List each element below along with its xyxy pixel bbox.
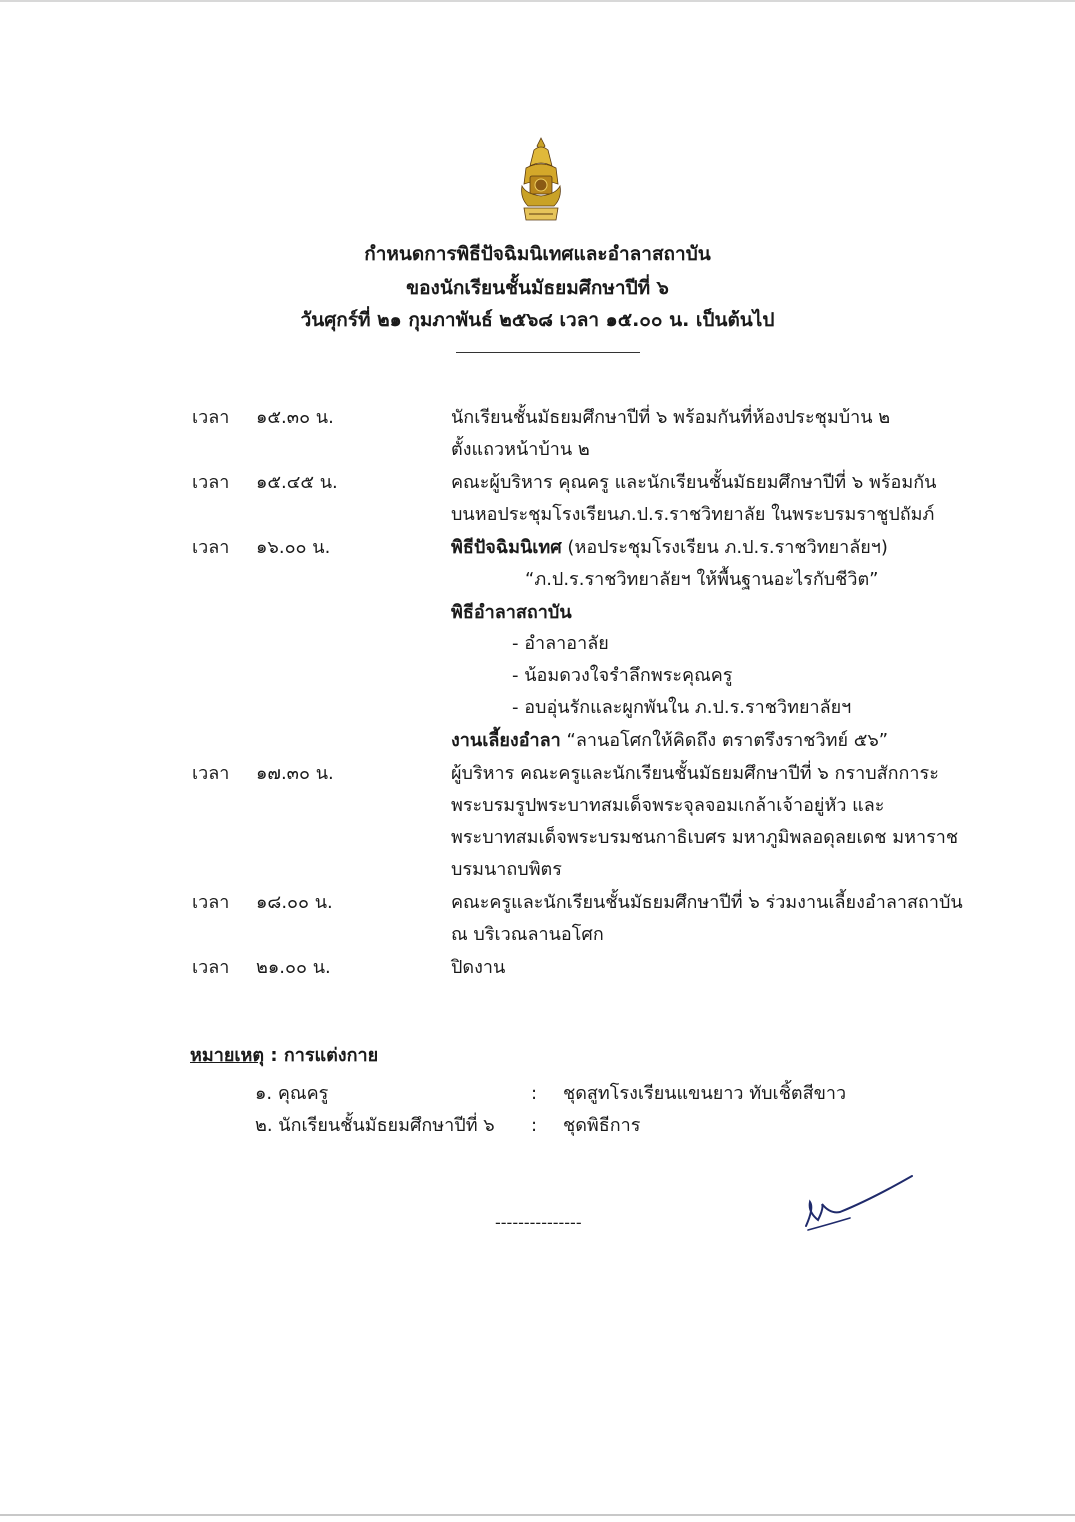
ceremony-theme: “ภ.ป.ร.ราชวิทยาลัยฯ ให้พื้นฐานอะไรกับชีวิต” bbox=[525, 569, 879, 590]
time-label: เวลา bbox=[192, 763, 230, 784]
list-item: - น้อมดวงใจรำลึกพระคุณครู bbox=[512, 665, 733, 686]
schedule-text: พระบาทสมเด็จพระบรมชนกาธิเบศร มหาภูมิพลอดุลยเดช มหาราช bbox=[451, 827, 959, 848]
dress-code-item: ๑. คุณครู bbox=[255, 1083, 329, 1104]
schedule-text: ปิดงาน bbox=[451, 957, 506, 978]
list-item: - อำลาอาลัย bbox=[512, 633, 609, 654]
dress-code-item: ๒. นักเรียนชั้นมัธยมศึกษาปีที่ ๖ bbox=[255, 1115, 495, 1136]
scan-edge-top bbox=[0, 0, 1075, 2]
schedule-text: บนหอประชุมโรงเรียนภ.ป.ร.ราชวิทยาลัย ในพระบรมราชูปถัมภ์ bbox=[451, 504, 935, 525]
time-label: เวลา bbox=[192, 892, 230, 913]
time-value: ๑๕.๓๐ น. bbox=[256, 407, 334, 428]
ceremony-line bbox=[451, 532, 888, 564]
school-emblem-icon bbox=[516, 136, 566, 226]
time-value: ๑๗.๓๐ น. bbox=[256, 763, 334, 784]
dress-code-value: ชุดพิธีการ bbox=[563, 1115, 641, 1136]
time-value: ๑๘.๐๐ น. bbox=[256, 892, 333, 913]
dress-code-colon: : bbox=[531, 1115, 538, 1136]
list-item: - อบอุ่นรักและผูกพันใน ภ.ป.ร.ราชวิทยาลัยฯ bbox=[512, 697, 852, 718]
scan-edge-bottom bbox=[0, 1514, 1075, 1516]
title-divider bbox=[456, 352, 640, 353]
party-title: งานเลี้ยงอำลา bbox=[451, 730, 561, 751]
note-separator: : bbox=[264, 1045, 284, 1066]
time-label: เวลา bbox=[192, 957, 230, 978]
schedule-text: ผู้บริหาร คณะครูและนักเรียนชั้นมัธยมศึกษาปีที่ ๖ กราบสักการะ bbox=[451, 763, 939, 784]
dress-code-value: ชุดสูทโรงเรียนแขนยาว ทับเชิ้ตสีขาว bbox=[563, 1083, 847, 1104]
time-value: ๑๖.๐๐ น. bbox=[256, 537, 331, 558]
schedule-text: นักเรียนชั้นมัธยมศึกษาปีที่ ๖ พร้อมกันที่ห้องประชุมบ้าน ๒ bbox=[451, 407, 891, 428]
ceremony-title: พิธีปัจฉิมนิเทศ bbox=[451, 537, 562, 558]
schedule-text: คณะผู้บริหาร คุณครู และนักเรียนชั้นมัธยมศึกษาปีที่ ๖ พร้อมกัน bbox=[451, 472, 937, 493]
time-label: เวลา bbox=[192, 472, 230, 493]
party-line bbox=[451, 725, 888, 757]
page-title-line-3: วันศุกร์ที่ ๒๑ กุมภาพันธ์ ๒๕๖๘ เวลา ๑๕.๐๐ น. เป็นต้นไป bbox=[300, 309, 775, 331]
ceremony-title: พิธีอำลาสถาบัน bbox=[451, 602, 572, 623]
schedule-text: บรมนาถบพิตร bbox=[451, 859, 562, 880]
time-value: ๒๑.๐๐ น. bbox=[256, 957, 331, 978]
signature-icon bbox=[800, 1168, 916, 1234]
page-title-line-1: กำหนดการพิธีปัจฉิมนิเทศและอำลาสถาบัน bbox=[364, 243, 711, 265]
page-title-line-2: ของนักเรียนชั้นมัธยมศึกษาปีที่ ๖ bbox=[406, 277, 669, 299]
schedule-text: ณ บริเวณลานอโศก bbox=[451, 924, 604, 945]
note-topic: การแต่งกาย bbox=[283, 1045, 379, 1066]
end-marker: --------------- bbox=[495, 1213, 582, 1232]
schedule-text: พระบรมรูปพระบาทสมเด็จพระจุลจอมเกล้าเจ้าอยู่หัว และ bbox=[451, 795, 885, 816]
time-label: เวลา bbox=[192, 407, 230, 428]
party-theme: “ลานอโศกให้คิดถึง ตราตรึงราชวิทย์ ๕๖” bbox=[560, 730, 889, 751]
note-heading bbox=[190, 1040, 378, 1072]
dress-code-colon: : bbox=[531, 1083, 538, 1104]
schedule-text: คณะครูและนักเรียนชั้นมัธยมศึกษาปีที่ ๖ ร่วมงานเลี้ยงอำลาสถาบัน bbox=[451, 892, 963, 913]
note-label: หมายเหตุ bbox=[190, 1045, 265, 1066]
ceremony-venue: (หอประชุมโรงเรียน ภ.ป.ร.ราชวิทยาลัยฯ) bbox=[561, 537, 888, 558]
time-label: เวลา bbox=[192, 537, 230, 558]
time-value: ๑๕.๔๕ น. bbox=[256, 472, 338, 493]
schedule-text: ตั้งแถวหน้าบ้าน ๒ bbox=[451, 439, 590, 460]
